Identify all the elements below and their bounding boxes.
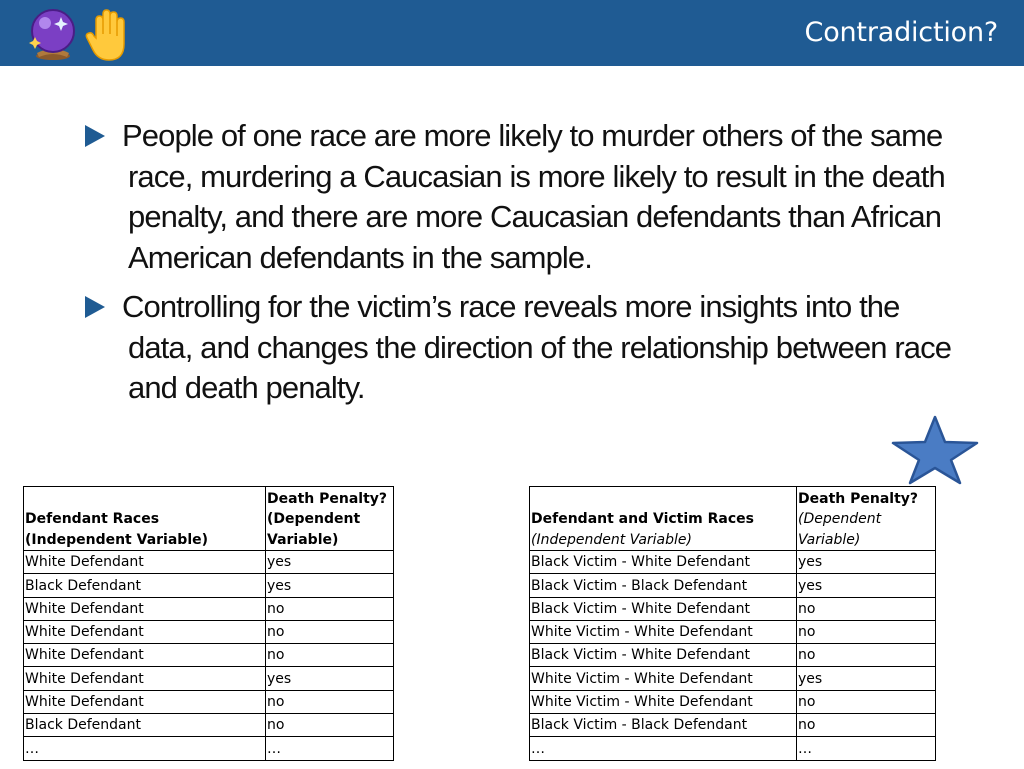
table-row: White Defendant yes (24, 667, 394, 690)
star-icon (889, 415, 981, 485)
table-row: White Defendant no (24, 644, 394, 667)
header-cell: Defendant Races (Independent Variable) (24, 487, 266, 551)
table-row: White Defendant no (24, 597, 394, 620)
defendant-race-table (23, 486, 394, 761)
table-row: White Victim - White Defendant yes (530, 667, 936, 690)
table-row: Black Victim - Black Defendant yes (530, 574, 936, 597)
table-row: … … (24, 737, 394, 760)
play-arrow-icon (85, 125, 105, 147)
bullet-item (84, 116, 964, 279)
table-row: White Defendant no (24, 620, 394, 643)
table-row: Black Victim - White Defendant no (530, 644, 936, 667)
table-row: Black Defendant no (24, 714, 394, 737)
table-header-row (24, 487, 394, 551)
table-row: White Defendant no (24, 690, 394, 713)
table-row: Black Defendant yes (24, 574, 394, 597)
table-row: Black Victim - White Defendant yes (530, 551, 936, 574)
bullet-item (84, 287, 964, 409)
header-cell: Defendant and Victim Races (Independent Variable) (530, 487, 797, 551)
table-row: White Victim - White Defendant no (530, 620, 936, 643)
crystal-ball-icon (27, 7, 79, 61)
table-row: Black Victim - Black Defendant no (530, 714, 936, 737)
bullet-text: People of one race are more likely to murder others of the same race, murdering a Caucasian is more likely to result in the death penalty, and there are more Caucasian defendants than African American defendants in the sample. (122, 118, 945, 276)
bullet-text: Controlling for the victim’s race reveals more insights into the data, and changes the direction of the relationship between race and death penalty. (122, 288, 952, 406)
raised-hand-icon (84, 8, 134, 62)
table-row: … … (530, 737, 936, 760)
header-cell: Death Penalty? (Dependent Variable) (266, 487, 394, 551)
defendant-victim-race-table (529, 486, 936, 761)
header-cell: Death Penalty? (Dependent Variable) (797, 487, 936, 551)
table-row: Black Victim - White Defendant no (530, 597, 936, 620)
bullet-list (84, 116, 964, 417)
table-row: White Defendant yes (24, 551, 394, 574)
table-row: White Victim - White Defendant no (530, 690, 936, 713)
page-title: Contradiction? (804, 17, 998, 48)
play-arrow-icon (85, 296, 105, 318)
table-header-row (530, 487, 936, 551)
header-bar (0, 0, 1024, 66)
